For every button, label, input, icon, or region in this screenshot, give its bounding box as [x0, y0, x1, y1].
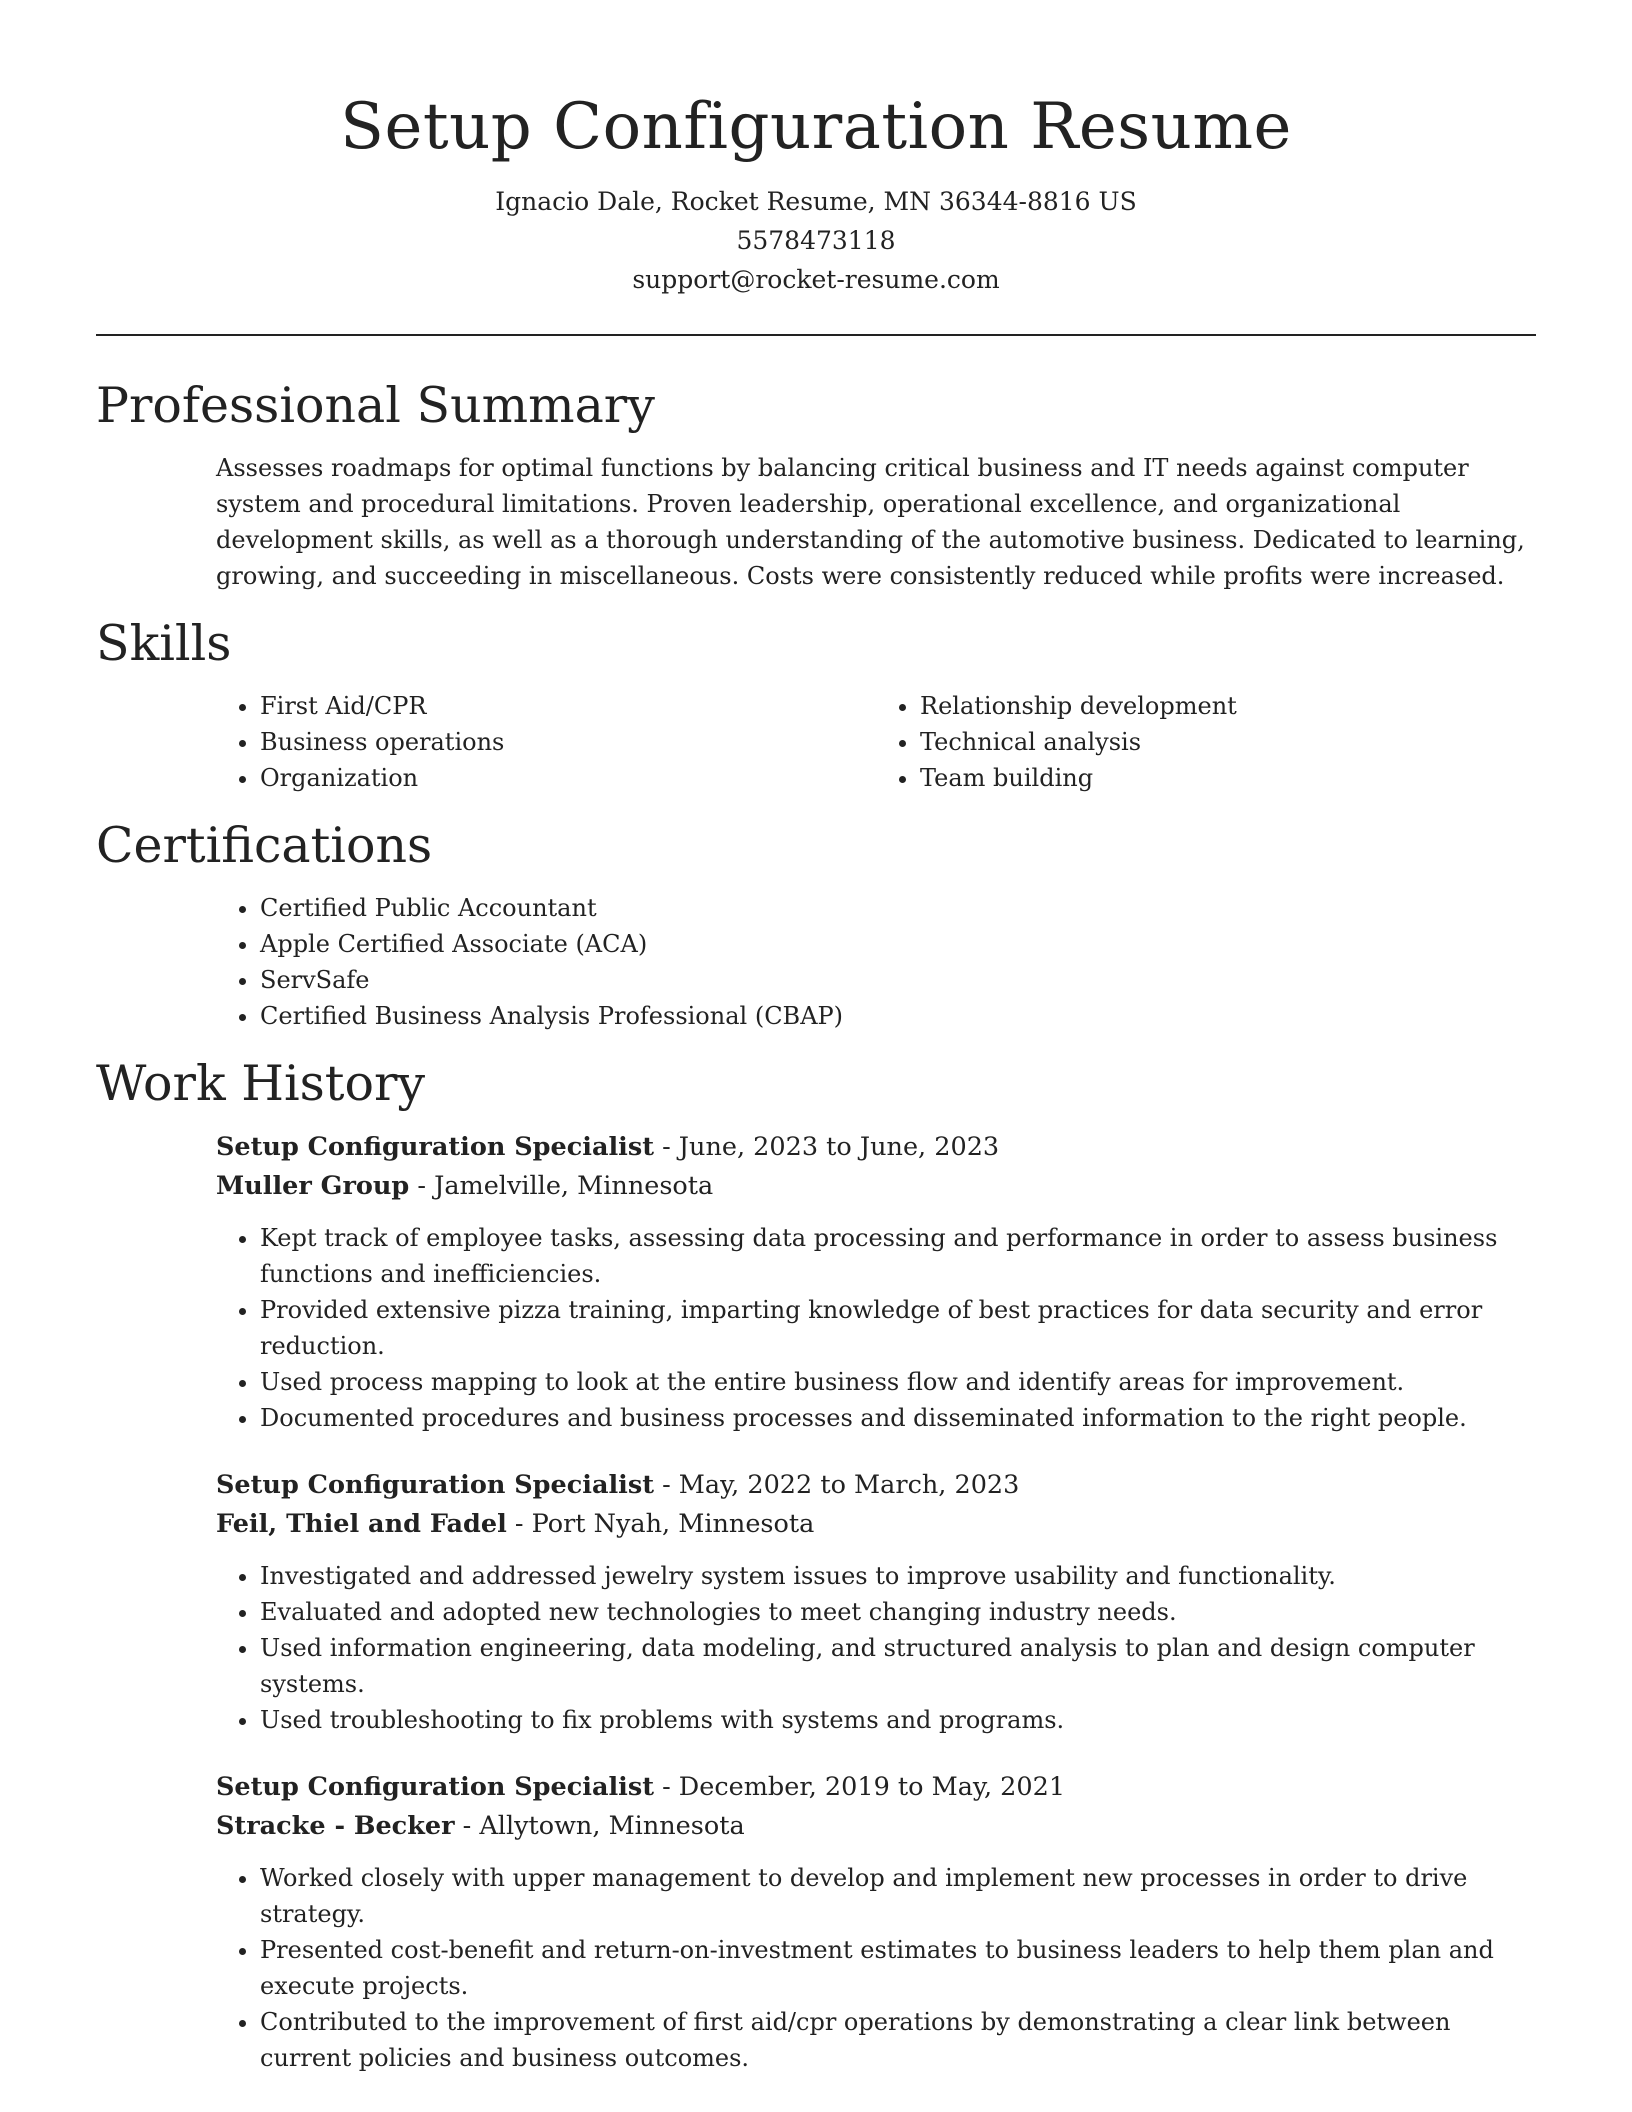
job-title: Setup Configuration Specialist: [216, 1772, 654, 1802]
job-bullet: • Contributed to the improvement of first aid/cpr operations by demonstrating a clear link between current policies and business outcomes.: [260, 2004, 1536, 2076]
job-company: Feil, Thiel and Fadel: [216, 1509, 507, 1539]
job-bullet: • Kept track of employee tasks, assessing data processing and performance in order to assess business functions and inefficiencies.: [260, 1220, 1536, 1292]
job-bullet: • Investigated and addressed jewelry system issues to improve usability and functionality.: [260, 1558, 1536, 1594]
skills-column-right: [876, 688, 1536, 796]
skill-item: • Relationship development: [920, 688, 1536, 724]
job-entry: [216, 1466, 1536, 1738]
contact-phone: 5578473118: [736, 226, 896, 255]
job-dates: - December, 2019 to May, 2021: [653, 1772, 1066, 1802]
work-history-section: [96, 1128, 1536, 2076]
certification-item: • ServSafe: [260, 962, 1536, 998]
job-entry: [216, 1128, 1536, 1436]
job-bullets: [216, 1220, 1536, 1436]
summary-heading: Professional Summary: [96, 377, 655, 434]
job-bullet: • Used process mapping to look at the entire business flow and identify areas for improvement.: [260, 1364, 1536, 1400]
certifications-heading: Certifications: [96, 817, 433, 874]
job-bullet: • Used information engineering, data modeling, and structured analysis to plan and design computer systems.: [260, 1630, 1536, 1702]
certification-item: • Certified Business Analysis Professional (CBAP): [260, 998, 1536, 1034]
job-bullet: • Evaluated and adopted new technologies to meet changing industry needs.: [260, 1594, 1536, 1630]
job-bullet: • Provided extensive pizza training, imparting knowledge of best practices for data security and error reduction.: [260, 1292, 1536, 1364]
certification-item: • Apple Certified Associate (ACA): [260, 926, 1536, 962]
summary-section: [96, 450, 1536, 594]
job-entry: [216, 1768, 1536, 2076]
job-company: Muller Group: [216, 1171, 410, 1201]
skill-item: • Business operations: [260, 724, 876, 760]
summary-text: Assesses roadmaps for optimal functions by balancing critical business and IT needs against computer system and procedural limitations. Proven leadership, operational excellence, and organizational development skills, as well as a thorough understanding of the automotive business. Dedicated to learning, growing, and succeeding in miscellaneous. Costs were consistently reduced while profits were increased.: [216, 454, 1525, 590]
header-divider: [96, 334, 1536, 336]
skills-column-left: [216, 688, 876, 796]
certifications-list: [216, 890, 1536, 1034]
job-company-line: [216, 1167, 1536, 1206]
skill-item: • Organization: [260, 760, 876, 796]
resume-title: Setup Configuration Resume: [340, 90, 1292, 164]
certification-item: • Certified Public Accountant: [260, 890, 1536, 926]
skill-item: • First Aid/CPR: [260, 688, 876, 724]
job-bullet: • Presented cost-benefit and return-on-investment estimates to business leaders to help them plan and execute projects.: [260, 1932, 1536, 2004]
job-bullet: • Worked closely with upper management to develop and implement new processes in order to drive strategy.: [260, 1860, 1536, 1932]
skills-heading: Skills: [96, 615, 232, 672]
job-bullets: [216, 1860, 1536, 2076]
job-company: Stracke - Becker: [216, 1811, 455, 1841]
resume-header: [96, 0, 1536, 299]
job-location: - Port Nyah, Minnesota: [506, 1509, 815, 1539]
job-company-line: [216, 1807, 1536, 1846]
job-bullet: • Documented procedures and business processes and disseminated information to the right people.: [260, 1400, 1536, 1436]
job-bullet: • Used troubleshooting to fix problems with systems and programs.: [260, 1702, 1536, 1738]
certifications-section: [96, 890, 1536, 1034]
contact-block: [96, 182, 1536, 299]
job-bullets: [216, 1558, 1536, 1738]
work-history-heading: Work History: [96, 1055, 426, 1112]
job-title: Setup Configuration Specialist: [216, 1132, 654, 1162]
job-location: - Jamelville, Minnesota: [409, 1171, 714, 1201]
skill-item: • Team building: [920, 760, 1536, 796]
skill-item: • Technical analysis: [920, 724, 1536, 760]
job-title-line: [216, 1128, 1536, 1167]
job-company-line: [216, 1505, 1536, 1544]
job-location: - Allytown, Minnesota: [454, 1811, 745, 1841]
contact-address: Ignacio Dale, Rocket Resume, MN 36344-8816 US: [495, 187, 1137, 216]
contact-email: support@rocket-resume.com: [632, 265, 1000, 294]
job-dates: - May, 2022 to March, 2023: [653, 1470, 1020, 1500]
job-title-line: [216, 1768, 1536, 1807]
job-title-line: [216, 1466, 1536, 1505]
job-dates: - June, 2023 to June, 2023: [653, 1132, 1000, 1162]
job-title: Setup Configuration Specialist: [216, 1470, 654, 1500]
skills-list: [96, 688, 1536, 796]
